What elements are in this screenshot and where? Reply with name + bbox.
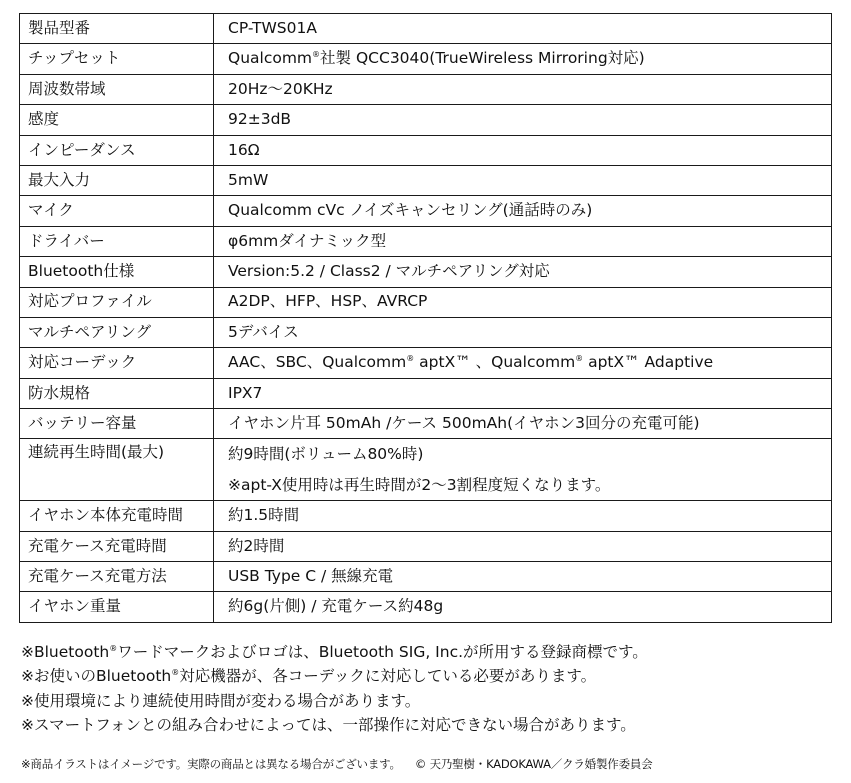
spec-row-bluetooth — [20, 257, 832, 287]
spec-row-waterproof — [20, 378, 832, 408]
spec-label: 最大入力 — [20, 165, 214, 195]
spec-row-driver — [20, 226, 832, 256]
spec-label: 連続再生時間(最大) — [20, 439, 214, 501]
spec-value: 約2時間 — [214, 531, 832, 561]
spec-row-chipset — [20, 44, 832, 74]
spec-row-frequency — [20, 74, 832, 104]
spec-value: イヤホン片耳 50mAh /ケース 500mAh(イヤホン3回分の充電可能) — [214, 409, 832, 439]
spec-value: 16Ω — [214, 135, 832, 165]
footer — [21, 756, 833, 772]
spec-value-rest: 社製 QCC3040(TrueWireless Mirroring対応) — [320, 49, 645, 68]
note-usage-time: ※使用環境により連続使用時間が変わる場合があります。 — [21, 691, 421, 710]
spec-row-playback-time — [20, 439, 832, 501]
spec-label: マイク — [20, 196, 214, 226]
spec-row-sensitivity — [20, 105, 832, 135]
spec-value-part: aptX™ Adaptive — [583, 353, 714, 372]
registered-mark: ® — [109, 644, 118, 653]
spec-value: 92±3dB — [214, 105, 832, 135]
spec-value: A2DP、HFP、HSP、AVRCP — [214, 287, 832, 317]
spec-label: チップセット — [20, 44, 214, 74]
registered-mark: ® — [171, 668, 180, 678]
note-text: 対応機器が、各コーデックに対応している必要があります。 — [179, 667, 597, 686]
spec-row-battery — [20, 409, 832, 439]
spec-row-multipairing — [20, 317, 832, 347]
note-codec-compat — [21, 664, 836, 688]
note-text: ワードマークおよびロゴは、Bluetooth SIG, Inc.が所用する登録商標です。 — [117, 643, 648, 661]
spec-label: 充電ケース充電方法 — [20, 562, 214, 592]
note-trademark — [21, 640, 836, 664]
spec-row-impedance — [20, 135, 832, 165]
spec-row-profiles — [20, 287, 832, 317]
spec-row-case-charge-time — [20, 531, 832, 561]
spec-row-weight — [20, 592, 832, 622]
spec-value-line: 約9時間(ボリューム80%時) — [228, 445, 424, 464]
spec-label: インピーダンス — [20, 135, 214, 165]
registered-mark: ® — [575, 354, 584, 364]
spec-label: バッテリー容量 — [20, 409, 214, 439]
note-text: ※お使いのBluetooth — [21, 667, 172, 686]
spec-label: 周波数帯域 — [20, 74, 214, 104]
spec-value-part: AAC、SBC、Qualcomm — [228, 353, 407, 372]
spec-label: 防水規格 — [20, 378, 214, 408]
note-smartphone: ※スマートフォンとの組み合わせによっては、一部操作に対応できない場合があります。 — [21, 716, 636, 735]
spec-label: 対応プロファイル — [20, 287, 214, 317]
spec-label: イヤホン本体充電時間 — [20, 501, 214, 531]
spec-label: 対応コーデック — [20, 348, 214, 378]
spec-table — [19, 13, 832, 623]
spec-value: CP-TWS01A — [214, 14, 832, 44]
spec-row-codec — [20, 348, 832, 378]
footer-copyright: © 天乃聖樹・KADOKAWA／クラ婚製作委員会 — [414, 757, 653, 771]
spec-label: 感度 — [20, 105, 214, 135]
notes-section — [21, 640, 836, 738]
spec-value: 約1.5時間 — [214, 501, 832, 531]
spec-value — [214, 348, 832, 378]
spec-label: 製品型番 — [20, 14, 214, 44]
spec-value-note: ※apt-X使用時は再生時間が2〜3割程度短くなります。 — [228, 475, 611, 494]
spec-value: USB Type C / 無線充電 — [214, 562, 832, 592]
spec-value: Qualcomm cVc ノイズキャンセリング(通話時のみ) — [214, 196, 832, 226]
spec-value: 20Hz〜20KHz — [214, 74, 832, 104]
spec-label: ドライバー — [20, 226, 214, 256]
spec-label: 充電ケース充電時間 — [20, 531, 214, 561]
spec-value: 5デバイス — [214, 317, 832, 347]
spec-value: φ6mmダイナミック型 — [214, 226, 832, 256]
footer-disclaimer: ※商品イラストはイメージです。実際の商品とは異なる場合がございます。 — [21, 757, 401, 771]
spec-label: イヤホン重量 — [20, 592, 214, 622]
spec-value-part: aptX™ 、Qualcomm — [414, 353, 576, 372]
note-text: ※Bluetooth — [21, 643, 110, 661]
registered-mark: ® — [312, 50, 321, 60]
spec-value — [214, 439, 832, 501]
spec-value: 約6g(片側) / 充電ケース約48g — [214, 592, 832, 622]
spec-value: 5mW — [214, 165, 832, 195]
spec-row-mic — [20, 196, 832, 226]
spec-row-earbud-charge-time — [20, 501, 832, 531]
spec-label: Bluetooth仕様 — [20, 257, 214, 287]
spec-value: IPX7 — [214, 378, 832, 408]
spec-row-case-charge-method — [20, 562, 832, 592]
spec-label: マルチペアリング — [20, 317, 214, 347]
spec-row-model — [20, 14, 832, 44]
spec-value: Version:5.2 / Class2 / マルチペアリング対応 — [214, 257, 832, 287]
spec-value — [214, 44, 832, 74]
spec-value-brand: Qualcomm — [228, 49, 313, 68]
registered-mark: ® — [406, 354, 415, 364]
spec-row-max-input — [20, 165, 832, 195]
